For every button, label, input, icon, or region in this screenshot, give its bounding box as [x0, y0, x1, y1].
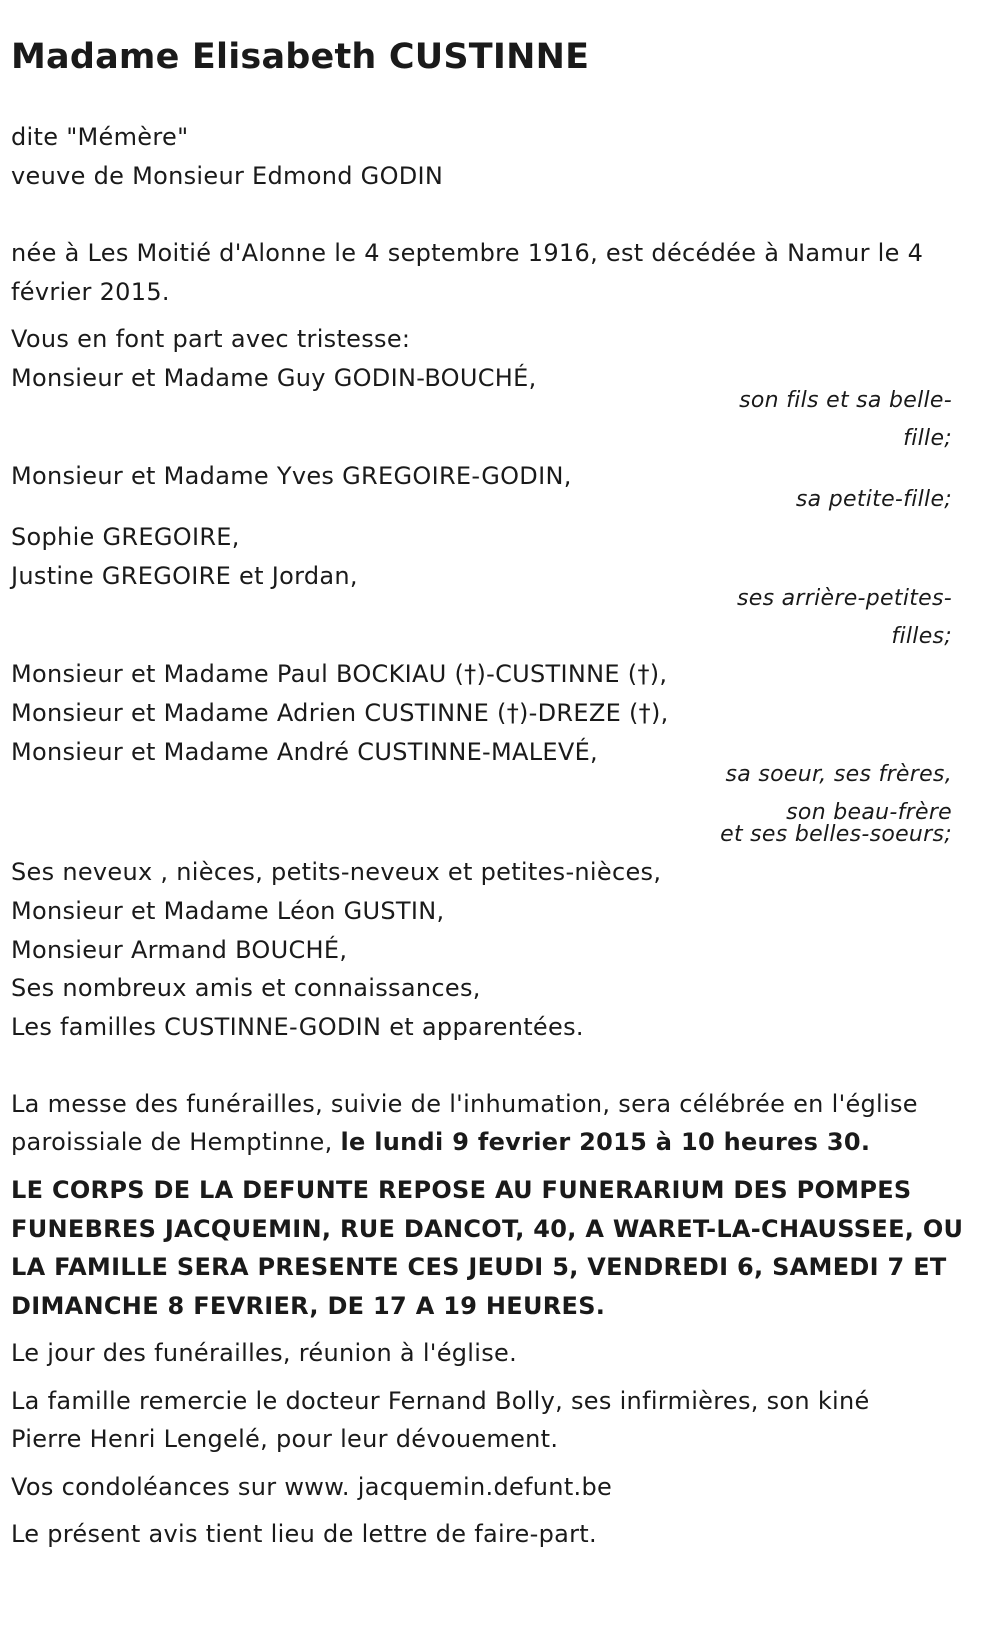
relation-siblings-line-2: son beau-frère: [786, 800, 952, 825]
birth-line-1: née à Les Moitié d'Alonne le 4 septembre 1916, est décédée à Namur le 4: [11, 239, 924, 267]
page-title: Madame Elisabeth CUSTINNE: [11, 37, 590, 77]
family-andre: Monsieur et Madame André CUSTINNE-MALEVÉ,: [11, 738, 598, 766]
family-bockiau: Monsieur et Madame Paul BOCKIAU (†)-CUSTINNE (†),: [11, 660, 668, 688]
family-neveux: Ses neveux , nièces, petits-neveux et petites-nièces,: [11, 858, 662, 886]
repose-line-2: FUNEBRES JACQUEMIN, RUE DANCOT, 40, A WARET-LA-CHAUSSEE, OU: [11, 1215, 964, 1243]
relation-great-granddaughters-line-1: ses arrière-petites-: [737, 586, 952, 611]
relation-great-granddaughters-line-2: filles;: [891, 624, 952, 649]
family-adrien: Monsieur et Madame Adrien CUSTINNE (†)-DREZE (†),: [11, 699, 669, 727]
family-godin-bouche: Monsieur et Madame Guy GODIN-BOUCHÉ,: [11, 364, 537, 392]
nickname-line: dite "Mémère": [11, 123, 189, 151]
family-justine: Justine GREGOIRE et Jordan,: [11, 562, 358, 590]
thanks-line-1: La famille remercie le docteur Fernand Bolly, ses infirmières, son kiné: [11, 1387, 870, 1415]
reunion-line: Le jour des funérailles, réunion à l'église.: [11, 1339, 518, 1367]
relation-siblings-line-3: et ses belles-soeurs;: [720, 822, 952, 847]
birth-line-2: février 2015.: [11, 278, 170, 306]
family-friends: Ses nombreux amis et connaissances,: [11, 974, 481, 1002]
thanks-line-2: Pierre Henri Lengelé, pour leur dévouement.: [11, 1425, 559, 1453]
family-bouche: Monsieur Armand BOUCHÉ,: [11, 936, 348, 964]
condolences-line: Vos condoléances sur www. jacquemin.defunt.be: [11, 1473, 613, 1501]
relation-siblings-line-1: sa soeur, ses frères,: [725, 762, 952, 787]
widow-line: veuve de Monsieur Edmond GODIN: [11, 162, 444, 190]
repose-line-3: LA FAMILLE SERA PRESENTE CES JEUDI 5, VENDREDI 6, SAMEDI 7 ET: [11, 1253, 947, 1281]
repose-line-4: DIMANCHE 8 FEVRIER, DE 17 A 19 HEURES.: [11, 1292, 606, 1320]
relation-granddaughter: sa petite-fille;: [795, 487, 952, 512]
notice-line: Le présent avis tient lieu de lettre de faire-part.: [11, 1520, 597, 1548]
funeral-location: paroissiale de Hemptinne,: [11, 1128, 341, 1156]
family-gustin: Monsieur et Madame Léon GUSTIN,: [11, 897, 445, 925]
relation-son-line-2: fille;: [903, 426, 952, 451]
announcement-line: Vous en font part avec tristesse:: [11, 325, 411, 353]
family-relatives: Les familles CUSTINNE-GODIN et apparentées.: [11, 1013, 584, 1041]
funeral-date: le lundi 9 fevrier 2015 à 10 heures 30.: [340, 1128, 871, 1156]
family-gregoire-godin: Monsieur et Madame Yves GREGOIRE-GODIN,: [11, 462, 572, 490]
repose-line-1: LE CORPS DE LA DEFUNTE REPOSE AU FUNERARIUM DES POMPES: [11, 1176, 912, 1204]
family-sophie: Sophie GREGOIRE,: [11, 523, 240, 551]
funeral-line-1: La messe des funérailles, suivie de l'inhumation, sera célébrée en l'église: [11, 1090, 918, 1118]
relation-son-line-1: son fils et sa belle-: [739, 388, 952, 413]
funeral-line-2: [11, 1127, 870, 1157]
